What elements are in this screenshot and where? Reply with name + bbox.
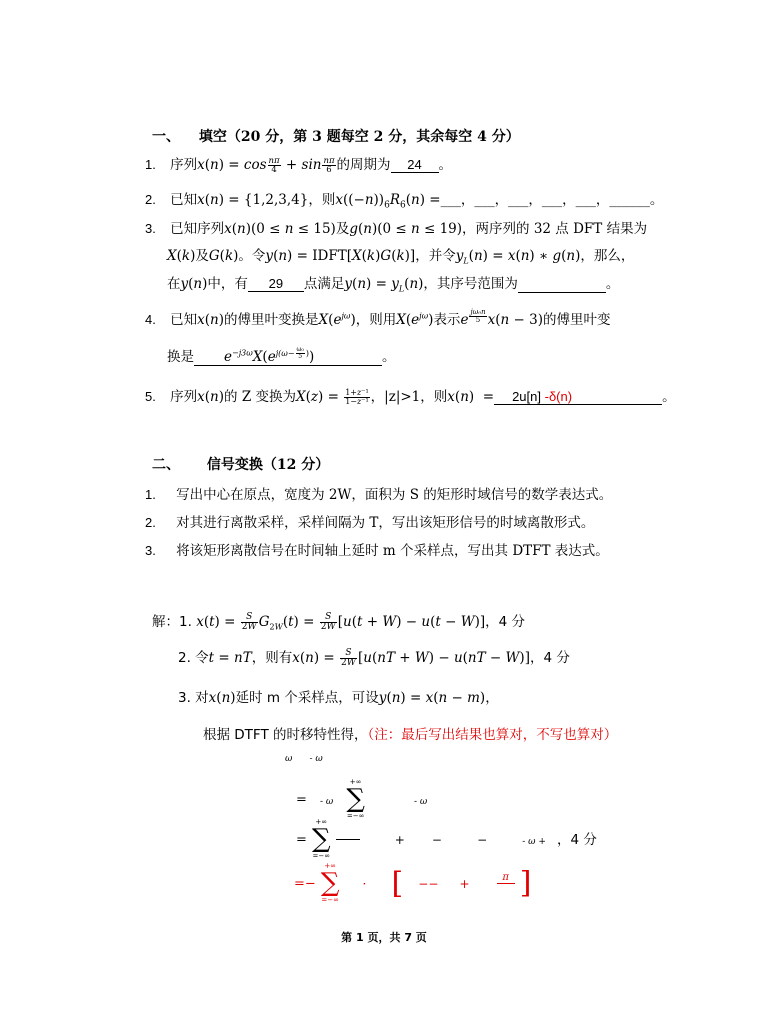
item-text: 将该矩形离散信号在时间轴上延时 m 个采样点，写出其 DTFT 表达式。: [176, 543, 609, 559]
solution-3-number: 3. 对: [178, 690, 209, 706]
q3-end: 。: [605, 276, 620, 292]
solution-label: 解：: [152, 614, 179, 630]
q3-line1c: ，两序列的 32 点 DFT 结果为: [462, 221, 648, 237]
q3-number: 3.: [145, 221, 156, 236]
item-number: 3.: [145, 543, 156, 558]
q2-end: 。: [649, 192, 664, 208]
q3-line3a: 在: [167, 276, 181, 292]
q4-c: ，则用: [355, 312, 397, 328]
section1-header: [152, 126, 520, 146]
section2-title: 信号变换（12 分）: [206, 457, 330, 473]
solution-2-number: 2. 令: [178, 650, 209, 666]
section1-title: 填空（20 分，第 3 题每空 2 分，其余每空 4 分）: [198, 129, 520, 145]
question-5: 5. 序列x(n)的 Z 变换为X(z) = $\frac{\text{1+z⁻¹}}{\text{1−z⁻¹}}$ ，|z|>1，则x(n) = 2u[n] -δ(n) 。: [145, 388, 676, 406]
q5-a: 序列: [170, 389, 198, 405]
question-1: 1. 序列x(n) = cos $\frac{n\pi}{4}$ + sin $\frac{n\pi}{6}$ 的周期为 24 。: [145, 155, 453, 175]
q2-number: 2.: [145, 192, 156, 207]
q5-answer-black: 2u[n]: [512, 389, 541, 404]
item-text: 写出中心在原点，宽度为 2W，面积为 S 的矩形时域信号的数学表达式。: [176, 487, 613, 503]
dtft-note: （注：最后写出结果也算对，不写也算对）: [367, 727, 618, 743]
section2-number: 二、: [152, 457, 180, 473]
q2-set: {1,2,3,4}: [243, 192, 309, 208]
eq-line-1: = - ω +∞ ∑ =−∞ - ω: [296, 778, 428, 820]
eq-line-2: = +∞ ∑ =−∞ + − − - ω + ，4 分: [296, 818, 597, 860]
q3-line2b: 。令: [238, 248, 266, 264]
q1-suffix: 的周期为: [336, 157, 391, 173]
question-4-line-2: 换是 $e^{-j3\omega}X(e^{j(\omega- \frac{\text{ω₀}}{5} )})$ 。: [167, 346, 396, 365]
solution-line-2: 2. 令t = nT，则有x(n) = $\frac{S}{2W}$ [u(nT + W) − u(nT − W)]，4 分: [178, 648, 570, 668]
section2-item-1: [145, 483, 612, 503]
q1-number: 1.: [145, 157, 156, 172]
solution-3-mid: 延时 m 个采样点，可设: [235, 690, 379, 706]
q1-answer: 24: [391, 158, 439, 173]
q4-b: 的傅里叶变换是: [224, 312, 319, 328]
solution-1-number: 1.: [179, 614, 192, 630]
solution-2-score: ，4 分: [529, 650, 570, 666]
q3-line2c: ，并令: [415, 248, 456, 264]
section2-header: [152, 454, 329, 474]
solution-dtft-line: [203, 723, 617, 743]
q2-mid: ，则: [308, 192, 336, 208]
solution-2-mid: ，则有: [251, 650, 293, 666]
q4-a: 已知: [170, 312, 198, 328]
q3-line1b: 及: [335, 221, 350, 237]
section2-item-2: [145, 511, 594, 531]
q2-prefix: 已知: [170, 192, 198, 208]
q4-e: 的傅里叶变: [543, 312, 611, 328]
question-3-line-3: 在y(n)中，有 29 点满足$y(n) = y_L(n)$，其序号范围为 。: [167, 276, 620, 294]
eq-score: ，4 分: [556, 831, 597, 848]
q4-f: 换是: [167, 349, 194, 365]
section1-number: 一、: [152, 129, 180, 145]
q5-b: 的 Z 变换为: [224, 389, 296, 405]
solution-line-3: 3. 对x(n)延时 m 个采样点，可设y(n) = x(n − m)，: [178, 690, 499, 706]
q3-line3d: ，其序号范围为: [423, 276, 518, 292]
q3-line3c: 点满足: [303, 276, 345, 292]
solution-1-score: ，4 分: [485, 614, 526, 630]
item-text: 对其进行离散采样，采样间隔为 T，写出该矩形信号的时域离散形式。: [176, 515, 595, 531]
q2-blank: ___，___，___，___，___，______: [440, 192, 650, 208]
section2-item-3: [145, 539, 609, 559]
solution-line-1: 解：1. x(t) = $\frac{S}{2W}$ $G_{2W}(t)$ = $\frac{S}{2W}$ [u(t + W) − u(t − W)]，4 分: [152, 612, 526, 632]
dtft-text: 根据 DTFT 的时移特性得，: [203, 727, 368, 743]
q1-prefix: 序列: [170, 157, 198, 173]
item-number: 1.: [145, 487, 156, 502]
item-number: 2.: [145, 515, 156, 530]
q5-number: 5.: [145, 389, 156, 404]
q3-line2d: ，那么，: [580, 248, 635, 264]
q4-d: 表示: [433, 312, 461, 328]
q3-line3b: 中，有: [207, 276, 248, 292]
q4-number: 4.: [145, 312, 156, 327]
q3-answer: 29: [248, 277, 304, 292]
q3-line2a: 及: [195, 248, 209, 264]
question-3-line-2: X(k)及G(k)。令y(n) = IDFT[X(k)G(k)]，并令$y_L(n) = x(n)$ ∗ g(n)，那么，: [167, 248, 635, 266]
q4-end: 。: [382, 349, 396, 365]
solution-3-end: ，: [485, 690, 499, 706]
question-4-line-1: 4. 已知x(n)的傅里叶变换是$X(e^{j\omega})$，则用$X(e^{j\omega})$表示e $^{\frac{\text{jω₀n}}{5}}$ x(n − 3)的傅里叶变: [145, 308, 611, 328]
q1-end: 。: [438, 157, 453, 173]
page-footer: 第 1 页，共 7 页: [341, 931, 427, 944]
q3-line1a: 已知序列: [170, 221, 225, 237]
q5-answer-red: -δ(n): [544, 389, 573, 404]
eq-fragment-top: ω - ω: [285, 754, 323, 764]
eq-line-3: =− +∞ ∑ =−∞ · [ −− + π ]: [294, 862, 532, 904]
question-2: 2. 已知x(n) = {1,2,3,4}，则$x((-n))_6R_6(n)$ =___，___，___，___，___，______。: [145, 192, 664, 211]
question-3-line-1: 3. 已知序列x(n)(0 ≤ n ≤ 15)及g(n)(0 ≤ n ≤ 19)，两序列的 32 点 DFT 结果为: [145, 221, 648, 237]
q5-end: 。: [662, 389, 676, 405]
q5-c: ，|z|>1，则: [370, 389, 448, 405]
